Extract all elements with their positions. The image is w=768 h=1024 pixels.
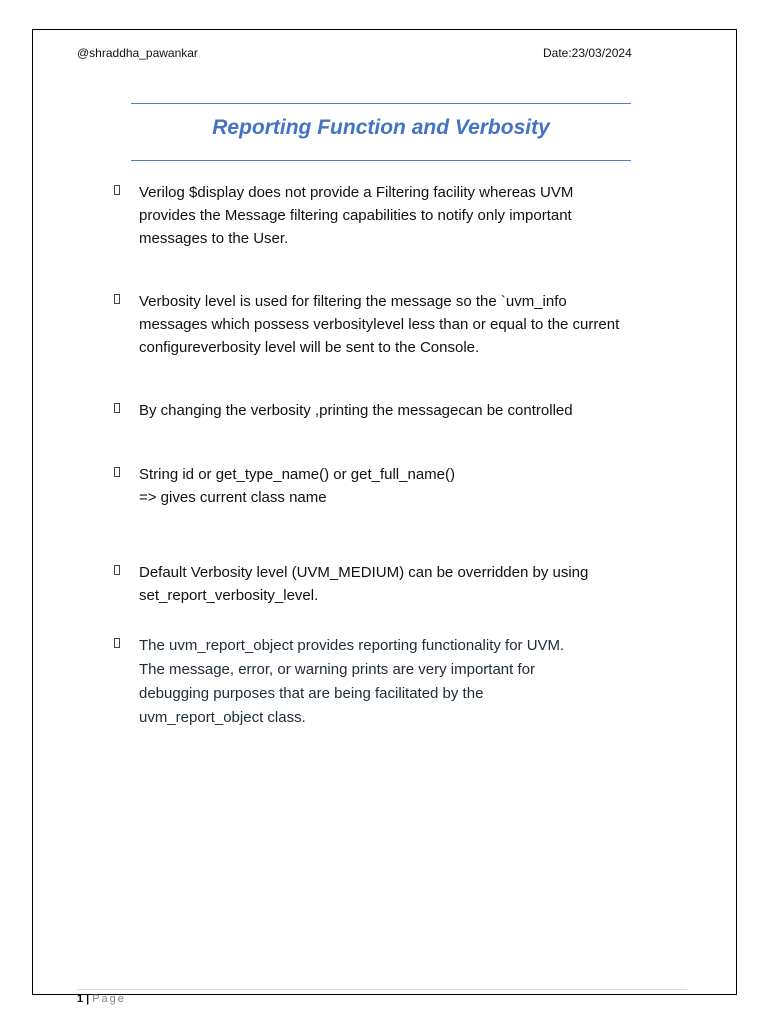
bullet-item xyxy=(114,463,674,509)
bullet-line: Verbosity level is used for filtering the message so the `uvm_info xyxy=(139,293,567,310)
bullet-marker-icon xyxy=(114,403,120,413)
bullet-line: messages to the User. xyxy=(139,230,289,247)
page-number: 1 xyxy=(77,993,84,1005)
bullet-line: The uvm_report_object provides reporting functionality for UVM. xyxy=(139,637,565,654)
bullet-text xyxy=(139,634,674,730)
page-title: Reporting Function and Verbosity xyxy=(212,116,550,139)
bullet-marker-icon xyxy=(114,294,120,304)
bullet-marker-icon xyxy=(114,565,120,575)
bullet-line: uvm_report_object class. xyxy=(139,709,306,726)
bullet-line: String id or get_type_name() or get_full_name() xyxy=(139,466,455,483)
bullet-line: configureverbosity level will be sent to the Console. xyxy=(139,339,480,356)
bullet-item xyxy=(114,290,674,359)
bullet-marker-icon xyxy=(114,638,120,648)
title-rule-top xyxy=(131,103,631,104)
bullet-line: debugging purposes that are being facilitated by the xyxy=(139,685,484,702)
page-footer xyxy=(77,993,126,1005)
bullet-line: Default Verbosity level (UVM_MEDIUM) can be overridden by using xyxy=(139,564,589,581)
bullet-line: By changing the verbosity ,printing the messagecan be controlled xyxy=(139,402,573,419)
bullet-text xyxy=(139,399,674,422)
bullet-text xyxy=(139,463,674,509)
bullet-text xyxy=(139,290,674,359)
bullet-item xyxy=(114,634,674,730)
bullet-line: provides the Message filtering capabilities to notify only important xyxy=(139,207,572,224)
bullet-marker-icon xyxy=(114,185,120,195)
bullet-item xyxy=(114,399,674,422)
header-author: @shraddha_pawankar xyxy=(77,46,198,60)
footer-rule xyxy=(77,989,687,990)
bullet-line: => gives current class name xyxy=(139,489,327,506)
bullet-marker-icon xyxy=(114,467,120,477)
bullet-line: Verilog $display does not provide a Filtering facility whereas UVM xyxy=(139,184,574,201)
title-rule-bottom xyxy=(131,160,631,161)
bullet-line: The message, error, or warning prints are very important for xyxy=(139,661,535,678)
bullet-line: set_report_verbosity_level. xyxy=(139,587,319,604)
bullet-item xyxy=(114,561,674,607)
bullet-line: messages which possess verbositylevel less than or equal to the current xyxy=(139,316,620,333)
page-border xyxy=(32,29,737,995)
bullet-text xyxy=(139,561,674,607)
page-label: Page xyxy=(92,993,126,1005)
bullet-item xyxy=(114,181,674,250)
bullet-text xyxy=(139,181,674,250)
header-date: Date:23/03/2024 xyxy=(543,46,632,60)
footer-separator: | xyxy=(86,993,90,1005)
